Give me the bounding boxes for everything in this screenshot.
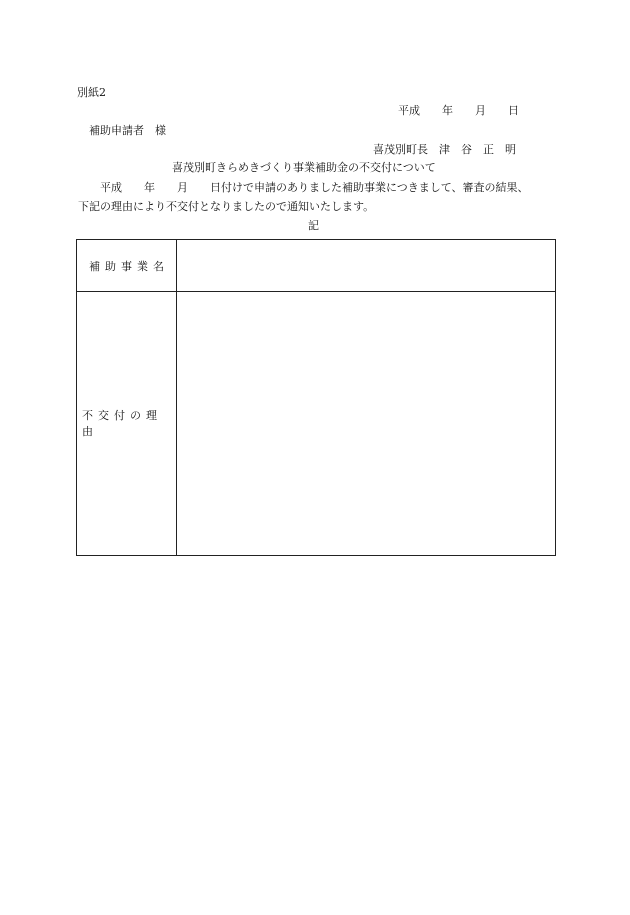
table-row-reason <box>77 291 555 555</box>
attachment-label: 別紙2 <box>77 86 106 99</box>
reason-value <box>178 291 555 555</box>
project-name-value <box>178 240 555 291</box>
body-text-line-1: 平成 年 月 日付けで申請のありました補助事業につきまして、審査の結果、 <box>100 181 529 194</box>
recipient-line: 補助申請者 様 <box>89 124 166 137</box>
notice-table <box>76 239 556 556</box>
project-name-label: 補助事業名 <box>77 240 177 291</box>
date-line: 平成 年 月 日 <box>398 104 519 117</box>
sender-line: 喜茂別町長 津 谷 正 明 <box>373 143 516 156</box>
document-subject: 喜茂別町きらめきづくり事業補助金の不交付について <box>172 161 436 174</box>
table-row-project-name <box>77 240 555 292</box>
body-text-line-2: 下記の理由により不交付となりましたので通知いたします。 <box>78 200 375 213</box>
ki-heading: 記 <box>308 219 319 232</box>
reason-label: 不交付の理由 <box>77 291 177 555</box>
